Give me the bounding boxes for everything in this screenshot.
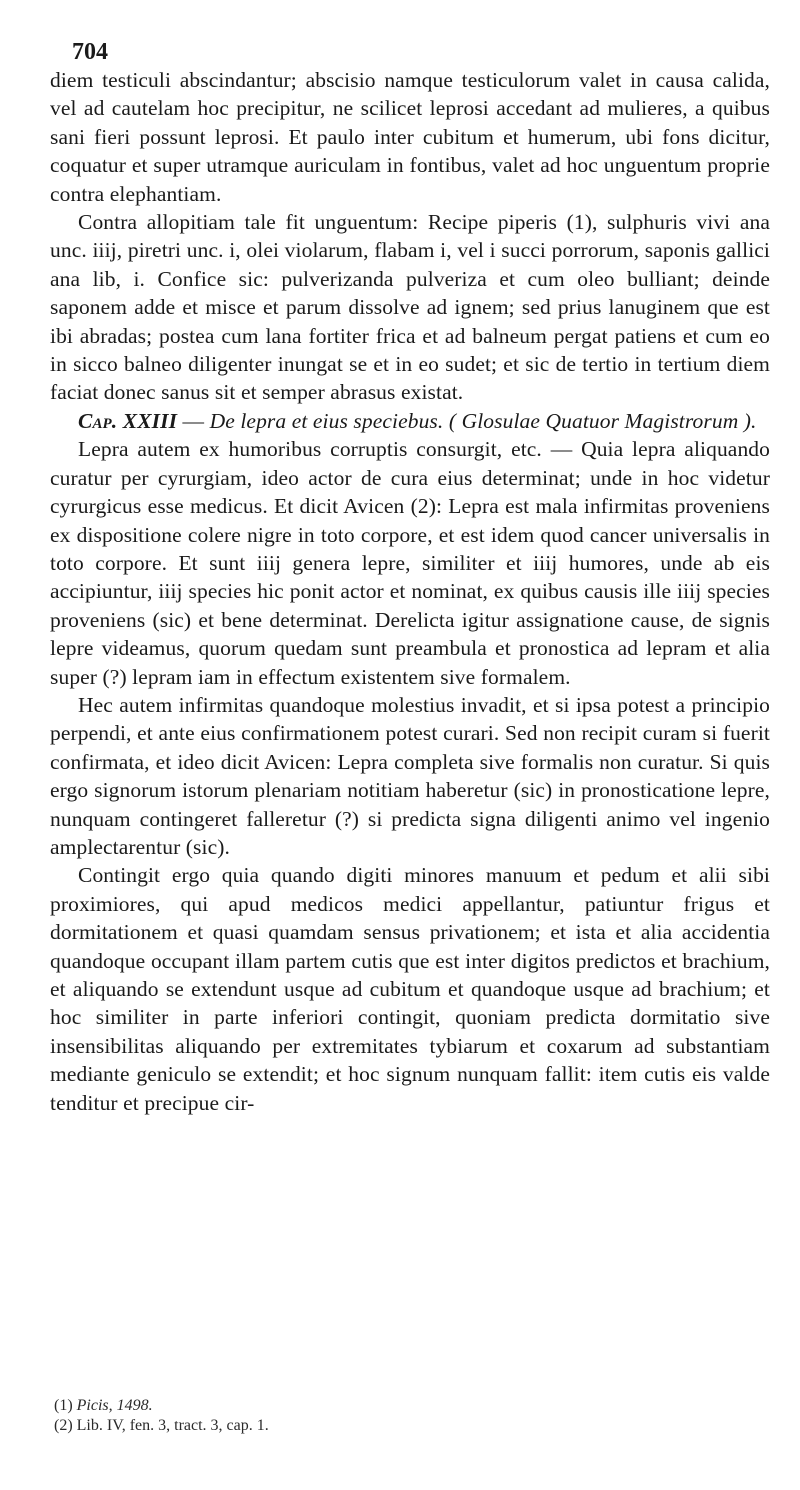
- footnote-text: Lib. IV, fen. 3, tract. 3, cap. 1.: [76, 1417, 269, 1434]
- paragraph-unguentum: Contra allopitiam tale fit unguentum: Recipe piperis (1), sulphuris vivi ana unc. iiij, piretri unc. i, olei violarum, flabam i, vel i succi porrorum, saponis gallici ana lib, i. Confice sic: pulverizanda pulveriza et cum oleo bulliant; deinde saponem adde et misce et parum dissolve ad ignem; sed prius lanuginem que est ibi abradas; postea cum lana fortiter frica et ad balneum pergat patiens et cum eo in sicco balneo diligenter inungat se et in eo sudet; et sic de tertio in tertium diem faciat donec sanus sit et semper abrasus existat.: [50, 210, 770, 405]
- paragraph-continuation: diem testiculi abscindantur; abscisio namque testiculorum valet in causa calida, vel ad cautelam hoc precipitur, ne scilicet leprosi accedant ad mulieres, a quibus sani fieri possunt leprosi. Et paulo inter cubitum et humerum, ubi fons dicitur, coquatur et super utramque auriculam in fontibus, valet ad hoc unguentum proprie contra elephantiam.: [50, 68, 770, 206]
- footnote-marker: (2): [54, 1417, 73, 1434]
- footnotes: [54, 1396, 269, 1436]
- footnote-marker: (1): [54, 1397, 73, 1414]
- chapter-number: Cap. XXIII: [78, 408, 178, 433]
- chapter-dash: —: [177, 408, 210, 433]
- paragraph-signa: Contingit ergo quia quando digiti minores manuum et pedum et alii sibi proximiores, qui apud medicos medici appellantur, patiuntur frigus et dormitationem et quasi quamdam sensus privationem; et ista et alia accidentia quandoque occupant illam partem cutis que est inter digitos predictos et brachium, et aliquando se extendunt usque ad cubitum et quandoque usque ad brachium; et hoc similiter in parte inferiori contingit, quoniam predicta dormitatio sive insensibilitas aliquando per extremitates tybiarum et coxarum ad substantiam mediante geniculo se extendit; et hoc signum nunquam fallit: item cutis eis valde tenditur et precipue cir-: [50, 863, 770, 1115]
- footnote-1: [54, 1396, 269, 1416]
- chapter-title: De lepra et eius speciebus. ( Glosulae Quatuor Magistrorum ).: [209, 408, 757, 433]
- chapter-heading: [50, 407, 770, 435]
- paragraph-lepra: Lepra autem ex humoribus corruptis consurgit, etc. — Quia lepra aliquando curatur per cyrurgiam, ideo actor de cura eius determinat; unde in hoc videtur cyrurgicus esse medicus. Et dicit Avicen (2): Lepra est mala infirmitas proveniens ex dispositione colere nigre in toto corpore, et est idem quod cancer universalis in toto corpore. Et sunt iiij genera lepre, similiter et iiij humores, unde ab eis accipiuntur, iiij species hic ponit actor et nominat, ex quibus causis ille iiij species proveniens (sic) et bene determinat. Derelicta igitur assignatione cause, de signis lepre videamus, quorum quedam sunt preambula et pronostica ad lepram et alia super (?) lepram iam in effectum existentem sive formalem.: [50, 437, 770, 689]
- footnote-text: Picis, 1498.: [76, 1397, 153, 1414]
- paragraph-infirmitas: Hec autem infirmitas quandoque molestius invadit, et si ipsa potest a principio perpendi, et ante eius confirmationem potest curari. Sed non recipit curam si fuerit confirmata, et ideo dicit Avicen: Lepra completa sive formalis non curatur. Si quis ergo signorum istorum plenariam notitiam haberetur (sic) in pronosticatione lepre, nunquam contingeret falleretur (?) si predicta signa diligenti animo vel ingenio amplectarentur (sic).: [50, 692, 770, 859]
- footnote-2: [54, 1416, 269, 1436]
- page-number: 704: [72, 39, 108, 65]
- main-text: [50, 66, 770, 1117]
